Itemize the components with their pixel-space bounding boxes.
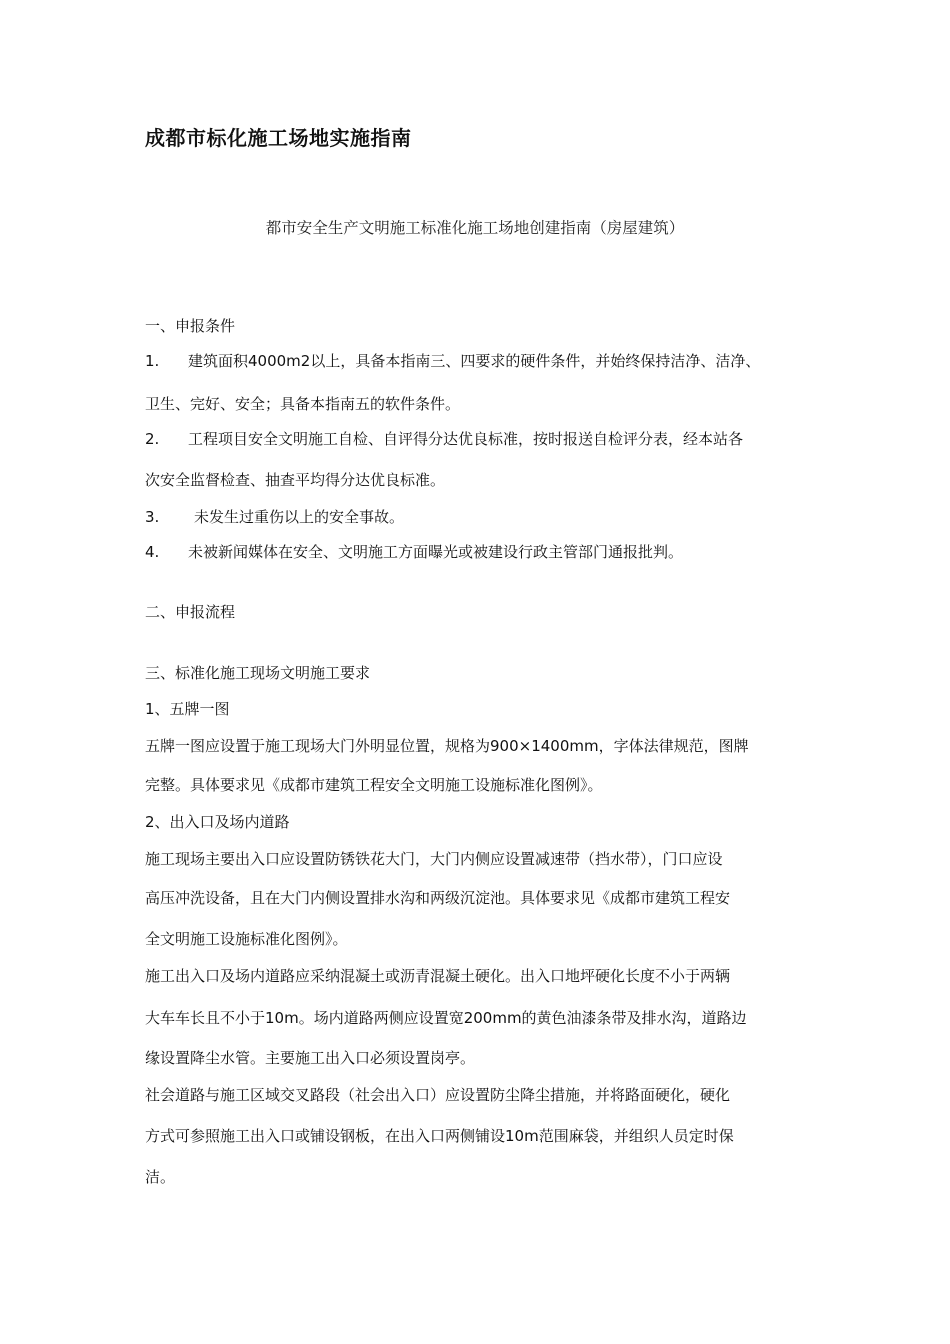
paragraph-text: 建筑面积4000m2以上，具备本指南三、四要求的硬件条件，并始终保持洁净、洁净、 bbox=[188, 352, 761, 370]
list-number: 3. bbox=[145, 508, 160, 526]
paragraph-line: 全文明施工设施标准化图例》。 bbox=[145, 930, 348, 948]
paragraph-line: 大车车长且不小于10m。场内道路两侧应设置宽200mm的黄色油漆条带及排水沟，道路边 bbox=[145, 1009, 747, 1027]
paragraph-text: 未发生过重伤以上的安全事故。 bbox=[194, 508, 405, 526]
subsection-heading-entrances-roads: 2、出入口及场内道路 bbox=[145, 813, 290, 831]
paragraph-line: 施工现场主要出入口应设置防锈铁花大门，大门内侧应设置减速带（挡水带），门口应设 bbox=[145, 850, 723, 868]
list-item-1 bbox=[145, 351, 760, 371]
paragraph-text: 工程项目安全文明施工自检、自评得分达优良标准，按时报送自检评分表，经本站各 bbox=[188, 430, 744, 448]
subsection-heading-five-boards: 1、五牌一图 bbox=[145, 700, 230, 718]
list-number: 1. bbox=[145, 352, 160, 370]
paragraph-line: 方式可参照施工出入口或铺设钢板，在出入口两侧铺设10m范围麻袋，并组织人员定时保 bbox=[145, 1127, 734, 1145]
section-heading-application-process: 二、申报流程 bbox=[145, 603, 236, 621]
paragraph-line: 洁。 bbox=[145, 1168, 176, 1186]
list-number: 2. bbox=[145, 430, 160, 448]
paragraph-line: 社会道路与施工区域交叉路段（社会出入口）应设置防尘降尘措施，并将路面硬化，硬化 bbox=[145, 1086, 731, 1104]
list-item-2 bbox=[145, 429, 743, 449]
paragraph-line: 次安全监督检查、抽查平均得分达优良标准。 bbox=[145, 471, 446, 489]
section-heading-application-conditions: 一、申报条件 bbox=[145, 317, 236, 335]
paragraph-text: 未被新闻媒体在安全、文明施工方面曝光或被建设行政主管部门通报批判。 bbox=[188, 543, 684, 561]
document-title: 成都市标化施工场地实施指南 bbox=[145, 126, 412, 150]
list-number: 4. bbox=[145, 543, 160, 561]
document-subtitle: 都市安全生产文明施工标准化施工场地创建指南（房屋建筑） bbox=[265, 219, 685, 237]
paragraph-line: 施工出入口及场内道路应采纳混凝土或沥青混凝土硬化。出入口地坪硬化长度不小于两辆 bbox=[145, 967, 731, 985]
paragraph-line: 五牌一图应设置于施工现场大门外明显位置，规格为900×1400mm，字体法律规范，图牌 bbox=[145, 737, 749, 755]
section-heading-site-requirements: 三、标准化施工现场文明施工要求 bbox=[145, 664, 371, 682]
paragraph-line: 高压冲洗设备，且在大门内侧设置排水沟和两级沉淀池。具体要求见《成都市建筑工程安 bbox=[145, 889, 731, 907]
paragraph-line: 缘设置降尘水管。主要施工出入口必须设置岗亭。 bbox=[145, 1049, 476, 1067]
list-item-4 bbox=[145, 542, 683, 562]
list-item-3 bbox=[145, 507, 404, 527]
paragraph-line: 卫生、完好、安全；具备本指南五的软件条件。 bbox=[145, 395, 461, 413]
paragraph-line: 完整。具体要求见《成都市建筑工程安全文明施工设施标准化图例》。 bbox=[145, 776, 603, 794]
